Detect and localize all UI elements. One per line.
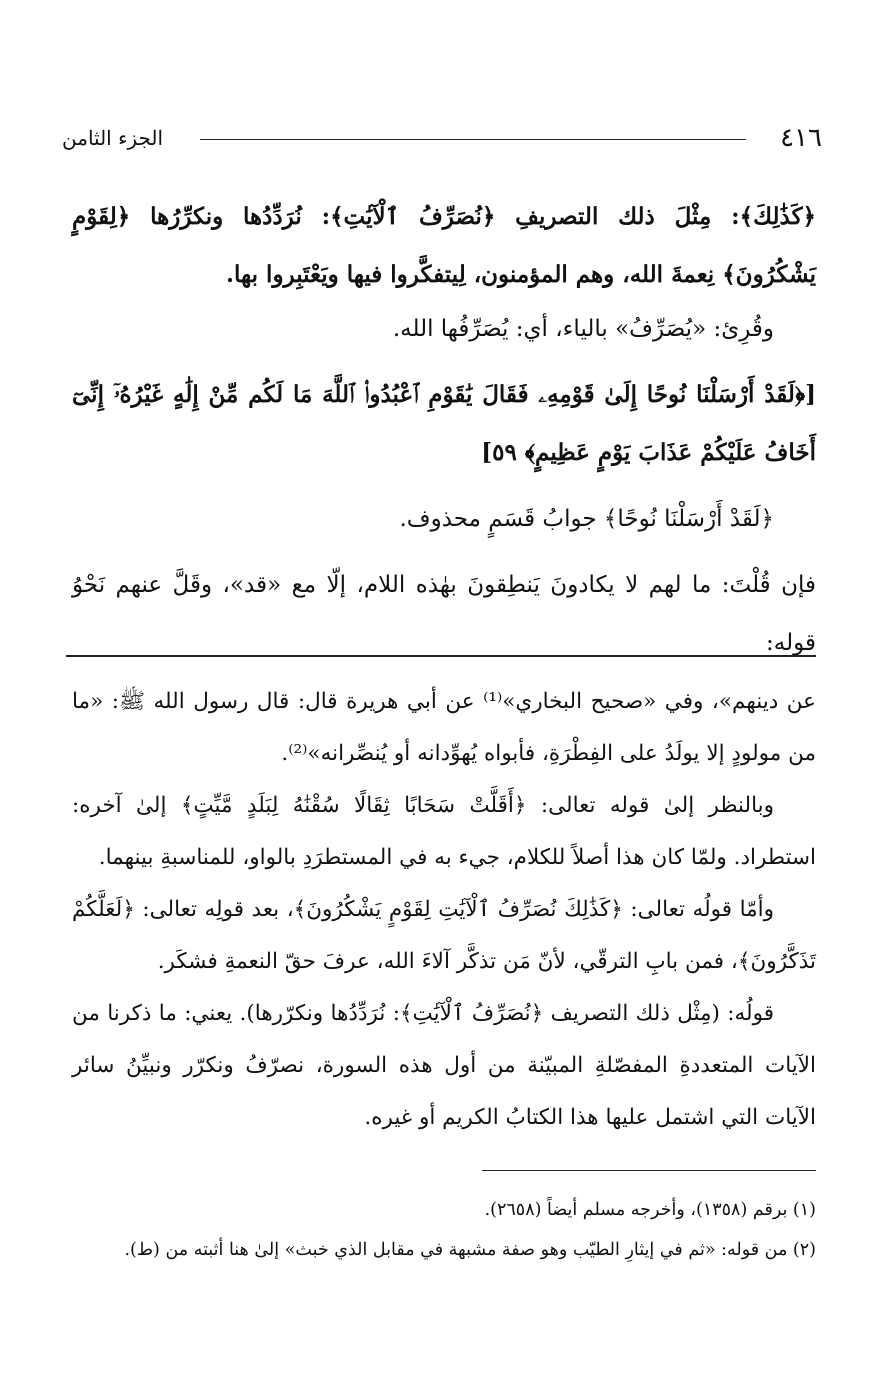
main-paragraph-4: ﴿لَقَدْ أَرْسَلْنَا نُوحًا﴾ جوابُ قَسَمٍ محذوف. (399, 506, 774, 532)
main-paragraph-1: ﴿كَذَٰلِكَ﴾: مِثْلَ ذلك التصريفِ ﴿نُصَرِّفُ ٱلْآيَٰتِ﴾: نُرَدِّدُها ونكرِّرُها ﴿لِقَوْمٍ يَشْكُرُونَ﴾ نِعمةَ الله، وهم المؤمنون، لِيتفكَّروا فيها ويَعْتَبِروا بها. (72, 203, 816, 288)
commentary-paragraph-1: عن دينهم»، وفي «صحيح البخاري»⁽¹⁾ عن أبي هريرة قال: قال رسول الله ﷺ: «ما من مولودٍ إلا يولَدُ على الفِطْرَةِ، فأبواه يُهوِّدانه أو يُنصِّرانه»⁽²⁾. (72, 689, 816, 766)
main-paragraph-2: وقُرِئ: «يُصَرِّفُ» بالياء، أي: يُصَرِّفُها الله. (392, 316, 774, 342)
header-rule (200, 139, 746, 140)
main-text (72, 188, 816, 672)
footnote-rule-line (482, 1170, 816, 1171)
footnote-2: (٢) من قوله: «ثم في إيثارِ الطيّب وهو صفة مشبهة في مقابل الذي خبث» إلىٰ هنا أثبته من (ط). (124, 1240, 816, 1260)
main-paragraph-5: فإن قُلْتَ: ما لهم لا يكادونَ يَنطِقونَ بهٰذه اللام، إلّا مع «قد»، وقَلَّ عنهم نَحْوُ قوله: (72, 572, 816, 656)
commentary-divider (66, 655, 816, 657)
commentary-paragraph-2: وبالنظر إلىٰ قوله تعالى: ﴿أَقَلَّتْ سَحَابًا ثِقَالًا سُقْنَٰهُ لِبَلَدٍ مَّيِّتٍ﴾ إلىٰ آخره: استطراد. ولمّا كان هذا أصلاً للكلام، جيء به في المستطرَدِ بالواو، للمناسبةِ بينهما. (72, 793, 816, 870)
page-number: ٤١٦ (780, 123, 822, 153)
verse-59: [﴿لَقَدْ أَرْسَلْنَا نُوحًا إِلَىٰ قَوْمِهِۦ فَقَالَ يَٰقَوْمِ ٱعْبُدُوا۟ ٱللَّهَ مَا لَكُم مِّنْ إِلَٰهٍ غَيْرُهُۥٓ إِنِّىٓ أَخَافُ عَلَيْكُمْ عَذَابَ يَوْمٍ عَظِيمٍ﴾ ٥٩] (72, 381, 816, 466)
commentary-paragraph-3: وأمّا قولُه تعالى: ﴿كَذَٰلِكَ نُصَرِّفُ ٱلْآيَٰتِ لِقَوْمٍ يَشْكُرُونَ﴾، بعد قولِه تعالى: ﴿لَعَلَّكُمْ تَذَكَّرُونَ﴾، فمن بابِ الترقّي، لأنّ مَن تذكَّر آلاءَ الله، عرفَ حقّ النعمةِ فشكَر. (72, 897, 816, 974)
commentary-paragraph-4: قولُه: (مِثْل ذلك التصريف ﴿نُصَرِّفُ ٱلْآيَٰتِ﴾: نُرَدِّدُها ونكرّرها). يعني: ما ذكرنا من الآيات المتعددةِ المفصّلةِ المبيّنة من أول هذه السورة، نصرّفُ ونكرّر ونبيِّنُ سائر الآيات التي اشتمل عليها هذا الكتابُ الكريم أو غيره. (72, 1001, 816, 1130)
page-header (62, 118, 822, 158)
part-title: الجزء الثامن (62, 126, 164, 150)
commentary (72, 676, 816, 1144)
footnotes (72, 1190, 816, 1270)
footnote-1: (١) برقم (١٣٥٨)، وأخرجه مسلم أيضاً (٢٦٥٨). (484, 1200, 816, 1220)
